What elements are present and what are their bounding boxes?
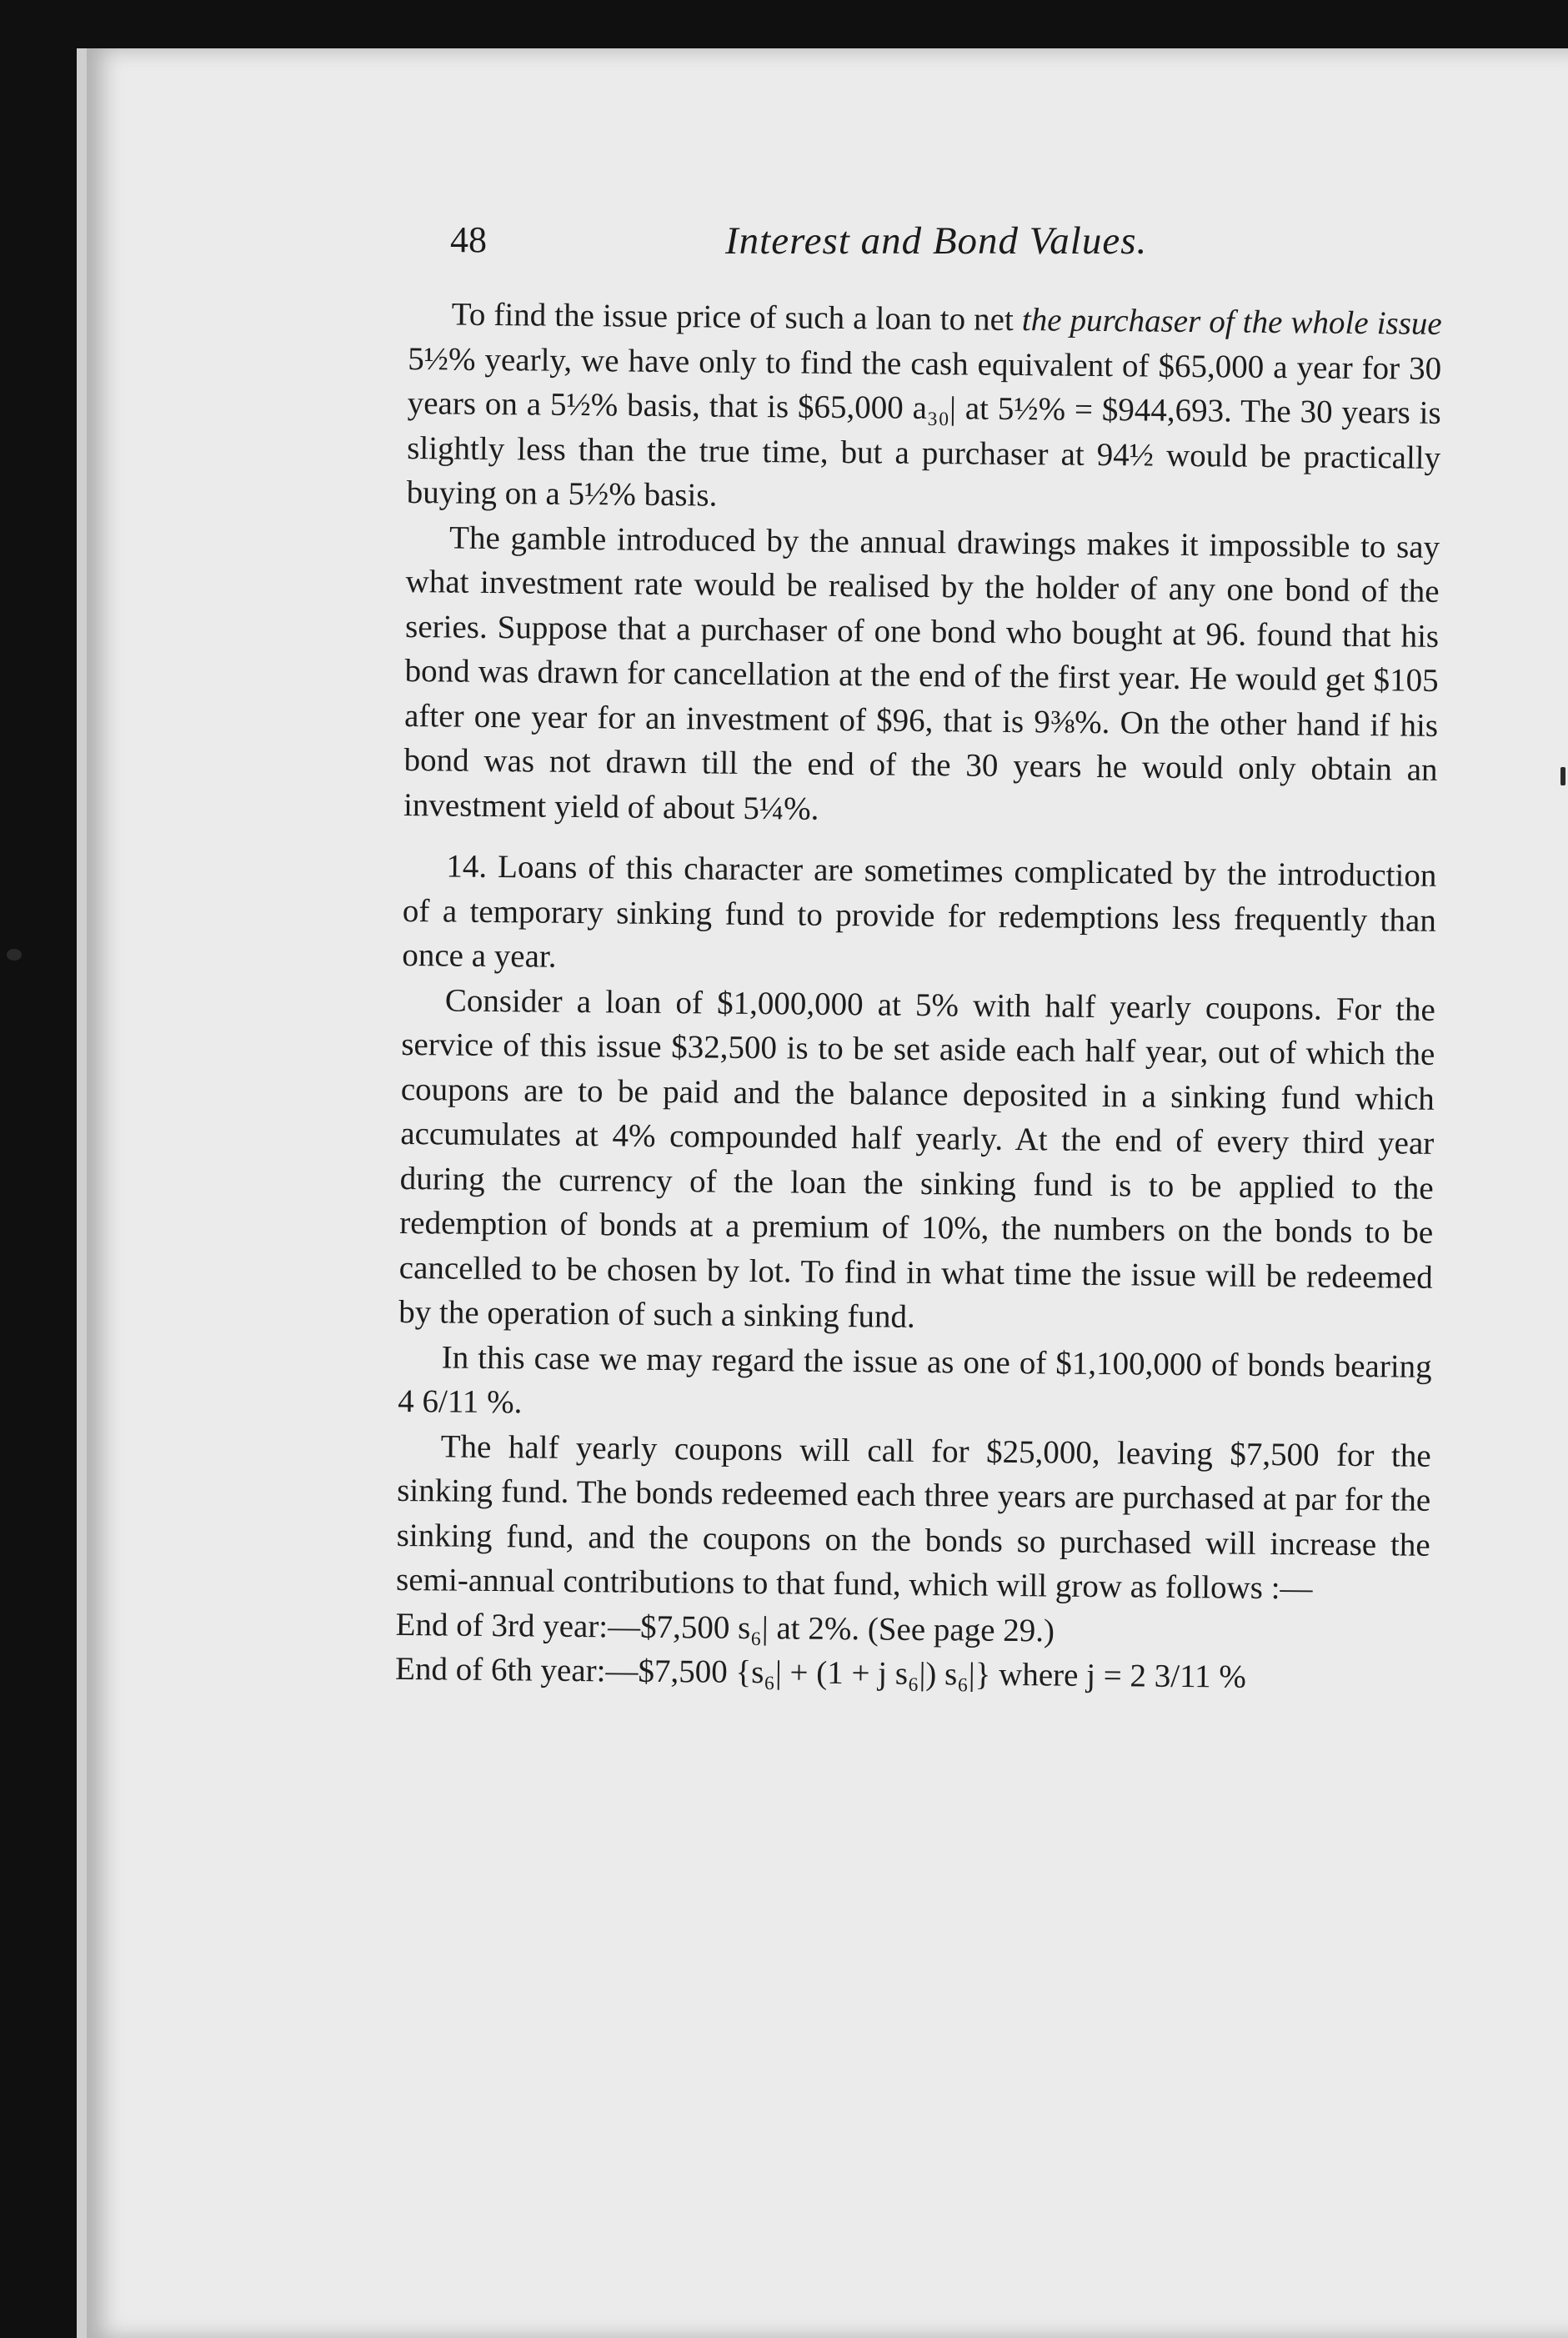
paragraph: The gamble introduced by the annual drawings makes it impossible to say what investment rate would be realised by the holder of any one bond of the series. Suppose that a purchaser of one bond who bought at 96. found that his bond was drawn for cancellation at the end of the first year. He would get $105 after one year for an investment of $96, that is 9⅜%. On the other hand if his bond was not drawn till the end of the 30 years he would only obtain an investment yield of about 5¼%.	[403, 519, 1440, 827]
paragraph	[406, 292, 1442, 524]
formula-line: End of 6th year:—$7,500 {s₆| + (1 + j s₆|) s₆|} where j = 2 3/11 %	[394, 1650, 1247, 1695]
section-paragraph: 14. Loans of this character are sometimes complicated by the introduction of a temporary sinking fund to provide for redemptions less frequently than once a year.	[402, 848, 1437, 975]
margin-speck	[1560, 767, 1565, 785]
paragraph-text: To find the issue price of such a loan to net	[451, 296, 1023, 339]
paragraph: In this case we may regard the issue as one of $1,100,000 of bonds bearing 4 6/11 %.	[398, 1338, 1432, 1421]
page-number: 48	[450, 219, 487, 260]
paragraph-text: 5½% yearly, we have only to find the cash equivalent of $65,000 a year for 30 years on a 5½% basis, that is $65,000 a₃₀| at 5½% = $944,693. The 30 years is slightly less than the true time, but a purchaser at 94½ would be practically buying on a 5½% basis.	[406, 340, 1442, 514]
running-title: Interest and Bond Values.	[725, 219, 1148, 263]
page-header	[450, 218, 1209, 277]
margin-speck	[7, 949, 22, 961]
formula-line: End of 3rd year:—$7,500 s₆| at 2%. (See page 29.)	[395, 1606, 1055, 1649]
page-body	[395, 292, 1442, 1701]
paragraph: The half yearly coupons will call for $25,000, leaving $7,500 for the sinking fund. The bonds redeemed each three years are purchased at par for the sinking fund, and the coupons on the bonds so purchased will increase the semi-annual contributions to that fund, which will grow as follows :—	[395, 1427, 1431, 1607]
paragraph: Consider a loan of $1,000,000 at 5% with half yearly coupons. For the service of this issue $32,500 is to be set aside each half year, out of which the coupons are to be paid and the balance deposited in a sinking fund which accumulates at 4% compounded half yearly. At the end of every third year during the currency of the loan the sinking fund is to be applied to the redemption of bonds at a premium of 10%, the numbers on the bonds to be cancelled to be chosen by lot. To find in what time the issue will be redeemed by the operation of such a sinking fund.	[398, 981, 1435, 1335]
italic-phrase: the purchaser of the whole issue	[1021, 302, 1442, 342]
